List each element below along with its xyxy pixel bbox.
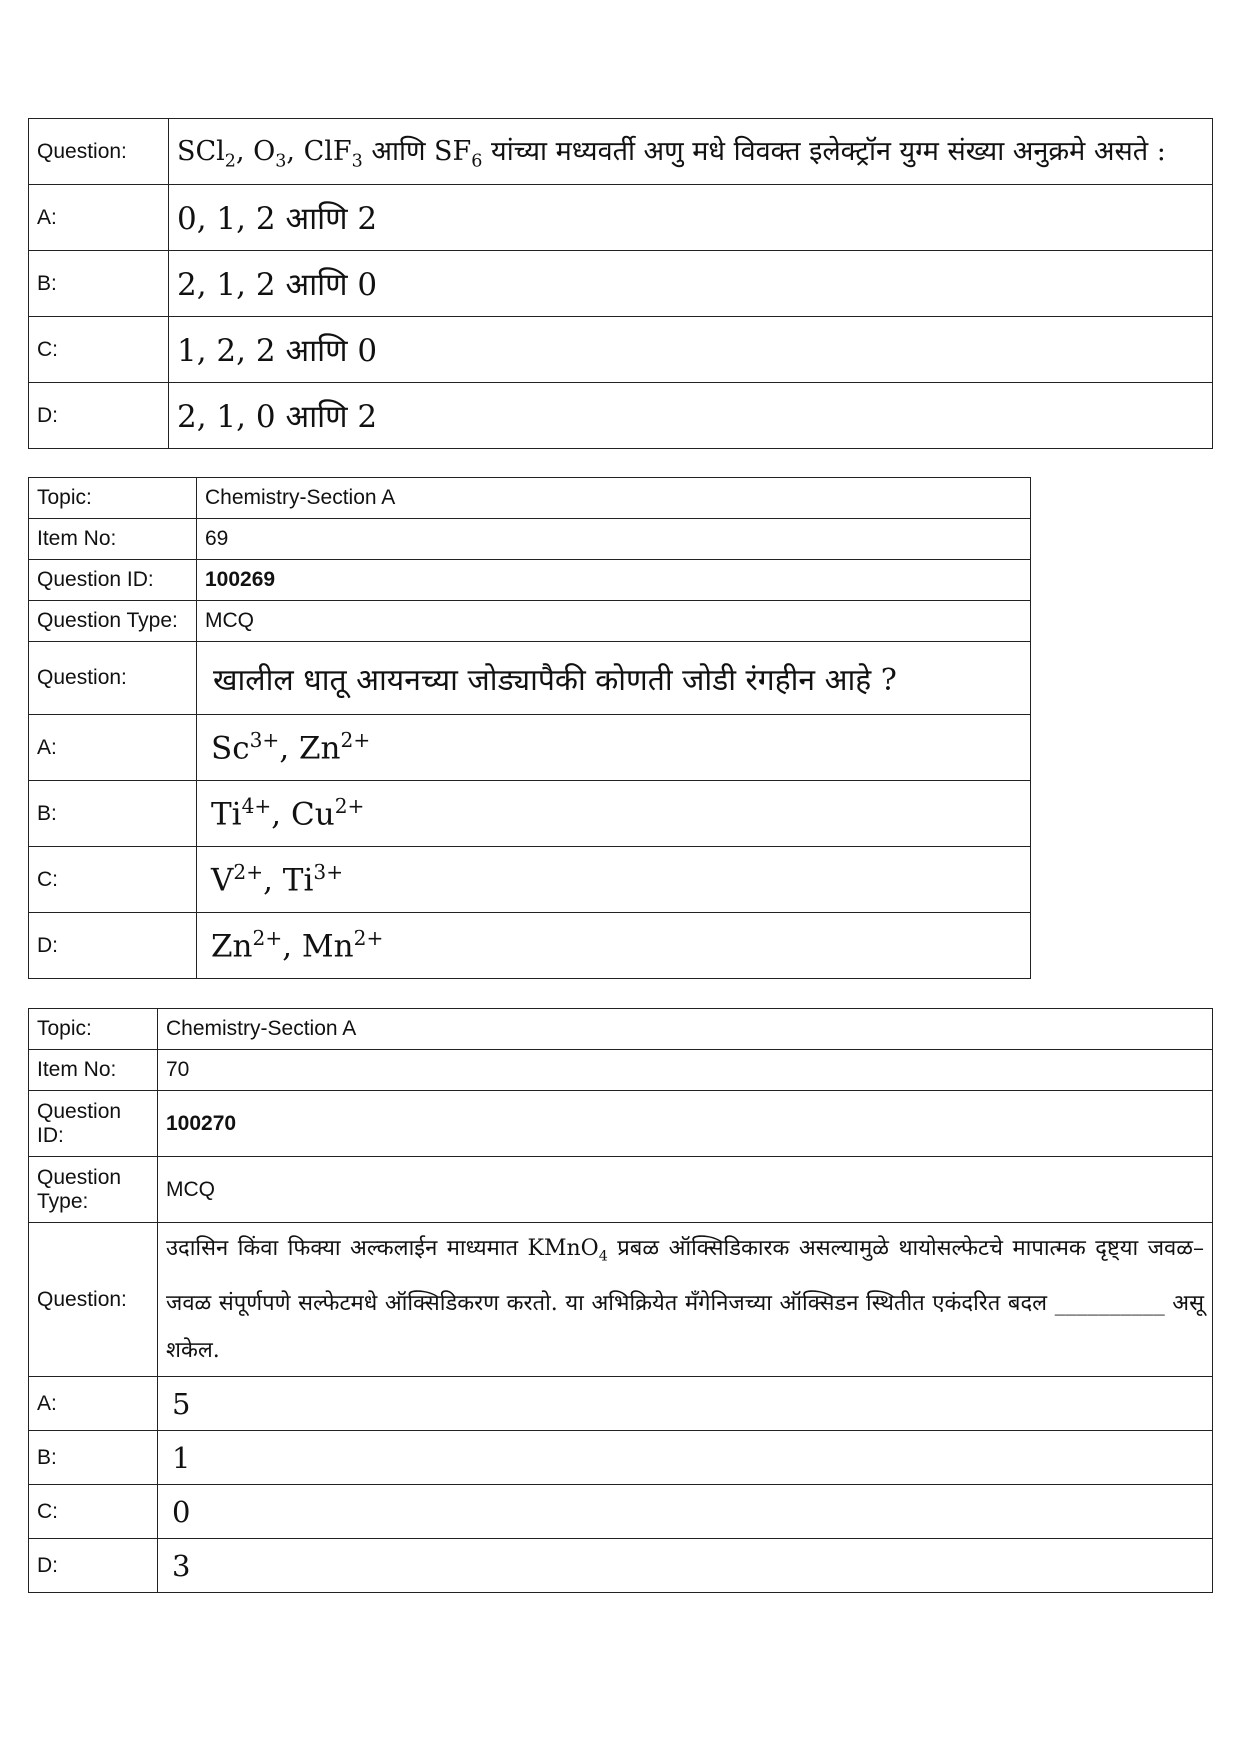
question-id-label: Question ID: bbox=[29, 560, 197, 601]
item-value: 69 bbox=[197, 519, 1031, 560]
question-label: Question: bbox=[29, 642, 197, 715]
question-text: SCl$_2$, $O_3$, ClF$_3$ आणि $SF_6$ यांच्या मध्यवर्ती अणु मधे विवक्त इलेक्ट्रॉन युग्म संख्या अनुक्रमे असते : bbox=[169, 119, 1213, 185]
option-text: 1, 2, 2 आणि 0 bbox=[169, 317, 1213, 383]
question-id-value: 100269 bbox=[197, 560, 1031, 601]
question-type-value: MCQ bbox=[158, 1157, 1213, 1223]
question-type-label: Question Type: bbox=[29, 601, 197, 642]
option-text: $Zn^{2+}$, $Mn^{2+}$ bbox=[197, 913, 1031, 979]
topic-value: Chemistry-Section A bbox=[197, 478, 1031, 519]
topic-row bbox=[29, 1009, 1213, 1050]
option-row-a bbox=[29, 185, 1213, 251]
question-type-value: MCQ bbox=[197, 601, 1031, 642]
option-text: 2, 1, 0 आणि 2 bbox=[169, 383, 1213, 449]
item-label: Item No: bbox=[29, 1050, 158, 1091]
option-row-d bbox=[29, 383, 1213, 449]
question-70-table bbox=[28, 1008, 1213, 1593]
question-text: खालील धातू आयनच्या जोड्यापैकी कोणती जोडी रंगहीन आहे ? bbox=[197, 642, 1031, 715]
question-row bbox=[29, 119, 1213, 185]
option-text: $Sc^{3+}$, $Zn^{2+}$ bbox=[197, 715, 1031, 781]
option-text: $V^{2+}$, $Ti^{3+}$ bbox=[197, 847, 1031, 913]
question-row bbox=[29, 642, 1031, 715]
option-row-b bbox=[29, 781, 1031, 847]
option-label: A: bbox=[29, 715, 197, 781]
option-row-a bbox=[29, 1377, 1213, 1431]
option-label: B: bbox=[29, 251, 169, 317]
question-text: उदासिन किंवा फिक्या अल्कलाईन माध्यमात KMnO$_4$ प्रबळ ऑक्सिडिकारक असल्यामुळे थायोसल्फेटचे मापात्मक दृष्ट्या जवळ–जवळ संपूर्णपणे सल्फेटमधे ऑक्सिडिकरण करतो. या अभिक्रियेत मॅंगेनिजच्या ऑक्सिडन स्थितीत एकंदरित बदल __________ असू शकेल. bbox=[158, 1223, 1213, 1377]
option-label: D: bbox=[29, 1539, 158, 1593]
option-row-c bbox=[29, 317, 1213, 383]
option-text: 0 bbox=[158, 1485, 1213, 1539]
option-label: A: bbox=[29, 185, 169, 251]
option-label: C: bbox=[29, 317, 169, 383]
option-text: 0, 1, 2 आणि 2 bbox=[169, 185, 1213, 251]
question-label: Question: bbox=[29, 119, 169, 185]
question-69-table bbox=[28, 477, 1031, 979]
question-id-label: Question ID: bbox=[29, 1091, 158, 1157]
question-type-label: Question Type: bbox=[29, 1157, 158, 1223]
question-id-value: 100270 bbox=[158, 1091, 1213, 1157]
option-row-c bbox=[29, 847, 1031, 913]
topic-value: Chemistry-Section A bbox=[158, 1009, 1213, 1050]
option-text: 5 bbox=[158, 1377, 1213, 1431]
item-label: Item No: bbox=[29, 519, 197, 560]
option-row-d bbox=[29, 1539, 1213, 1593]
option-text: $Ti^{4+}$, $Cu^{2+}$ bbox=[197, 781, 1031, 847]
question-id-row bbox=[29, 1091, 1213, 1157]
option-label: C: bbox=[29, 847, 197, 913]
topic-row bbox=[29, 478, 1031, 519]
topic-label: Topic: bbox=[29, 478, 197, 519]
question-id-row bbox=[29, 560, 1031, 601]
question-type-row bbox=[29, 1157, 1213, 1223]
option-label: B: bbox=[29, 1431, 158, 1485]
option-row-c bbox=[29, 1485, 1213, 1539]
option-row-b bbox=[29, 1431, 1213, 1485]
item-row bbox=[29, 519, 1031, 560]
option-label: D: bbox=[29, 913, 197, 979]
option-row-b bbox=[29, 251, 1213, 317]
question-row bbox=[29, 1223, 1213, 1377]
question-68-table bbox=[28, 118, 1213, 449]
option-label: A: bbox=[29, 1377, 158, 1431]
option-row-d bbox=[29, 913, 1031, 979]
topic-label: Topic: bbox=[29, 1009, 158, 1050]
option-text: 1 bbox=[158, 1431, 1213, 1485]
item-row bbox=[29, 1050, 1213, 1091]
option-text: 2, 1, 2 आणि 0 bbox=[169, 251, 1213, 317]
question-type-row bbox=[29, 601, 1031, 642]
option-label: D: bbox=[29, 383, 169, 449]
question-label: Question: bbox=[29, 1223, 158, 1377]
item-value: 70 bbox=[158, 1050, 1213, 1091]
option-label: C: bbox=[29, 1485, 158, 1539]
option-label: B: bbox=[29, 781, 197, 847]
option-row-a bbox=[29, 715, 1031, 781]
option-text: 3 bbox=[158, 1539, 1213, 1593]
